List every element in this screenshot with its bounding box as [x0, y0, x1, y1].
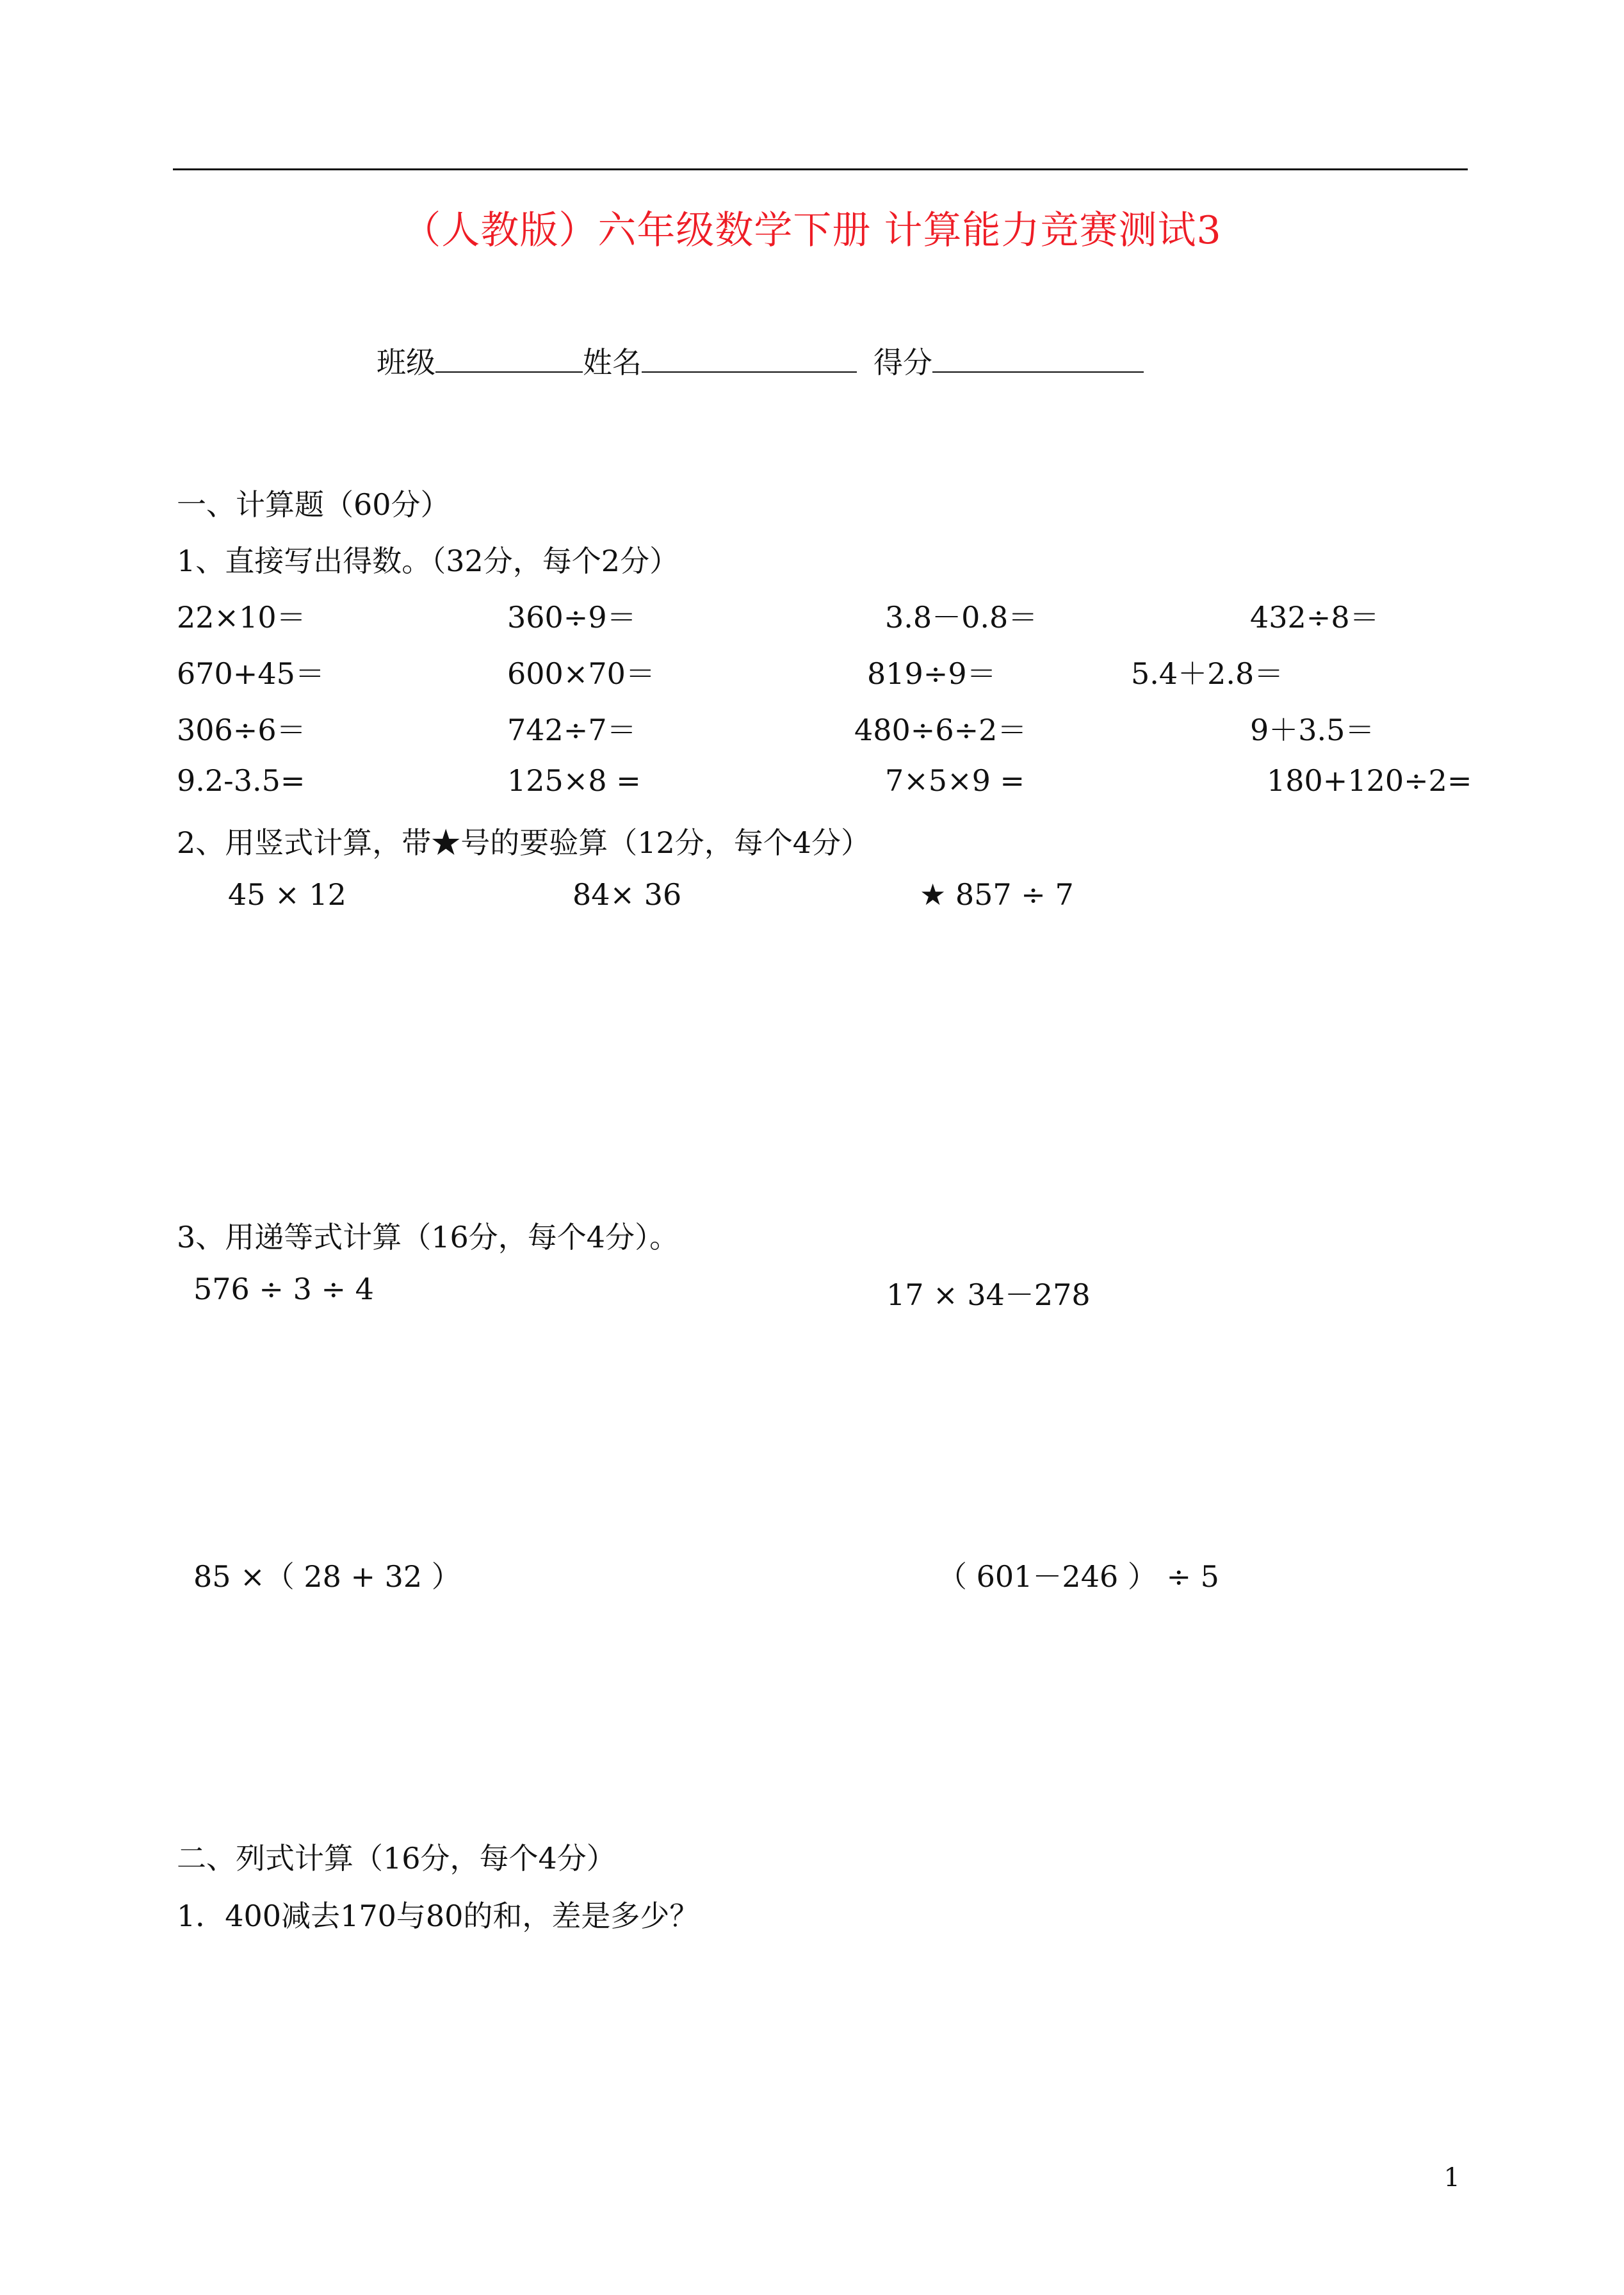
name-blank[interactable] — [642, 343, 857, 373]
word-problem-1: 1．400减去170与80的和，差是多少？ — [177, 1899, 699, 1933]
part-2-heading: 2、用竖式计算，带★号的要验算（12分，每个4分） — [177, 825, 871, 860]
page-number: 1 — [1443, 2163, 1460, 2193]
oral-calc-item: 819÷9＝ — [867, 656, 996, 691]
stepwise-calc-item: 85 ×（ 28 + 32 ） — [193, 1559, 461, 1594]
name-label: 姓名 — [583, 345, 642, 380]
oral-calc-item: 9＋3.5＝ — [1250, 713, 1375, 747]
oral-calc-item: 670+45＝ — [177, 656, 325, 691]
oral-calc-item: 9.2-3.5= — [177, 763, 305, 798]
header-rule — [173, 168, 1468, 170]
part-1-heading: 1、直接写出得数。（32分，每个2分） — [177, 544, 679, 578]
oral-calc-item: 742÷7＝ — [507, 713, 637, 747]
stepwise-calc-item: 17 × 34－278 — [886, 1277, 1091, 1312]
vertical-calc-item: 45 × 12 — [228, 877, 346, 912]
student-info-line — [377, 339, 1144, 382]
oral-calc-item: 306÷6＝ — [177, 713, 306, 747]
class-label: 班级 — [377, 345, 435, 380]
section-1-heading: 一、计算题（60分） — [177, 487, 450, 522]
oral-calc-item: 360÷9＝ — [507, 600, 637, 635]
page-title: （人教版）六年级数学下册 计算能力竞赛测试3 — [402, 208, 1222, 253]
vertical-calc-item-starred: ★ 857 ÷ 7 — [920, 877, 1074, 912]
score-label: 得分 — [873, 345, 932, 380]
stepwise-calc-item: 576 ÷ 3 ÷ 4 — [193, 1272, 374, 1306]
class-blank[interactable] — [435, 343, 583, 373]
oral-calc-item: 22×10＝ — [177, 600, 306, 635]
oral-calc-item: 600×70＝ — [507, 656, 655, 691]
part-3-heading: 3、用递等式计算（16分，每个4分）。 — [177, 1220, 679, 1254]
section-2-heading: 二、列式计算（16分，每个4分） — [177, 1841, 616, 1876]
oral-calc-item: 125×8 = — [507, 763, 641, 798]
score-blank[interactable] — [932, 343, 1144, 373]
oral-calc-item: 480÷6÷2＝ — [854, 713, 1027, 747]
oral-calc-item: 7×5×9 = — [885, 763, 1025, 798]
oral-calc-item: 432÷8＝ — [1250, 600, 1379, 635]
oral-calc-item: 180+120÷2= — [1267, 763, 1472, 798]
vertical-calc-item: 84× 36 — [572, 877, 682, 912]
oral-calc-item: 5.4＋2.8＝ — [1131, 656, 1284, 691]
oral-calc-item: 3.8－0.8＝ — [885, 600, 1038, 635]
stepwise-calc-item: （ 601－246 ） ÷ 5 — [938, 1559, 1219, 1594]
